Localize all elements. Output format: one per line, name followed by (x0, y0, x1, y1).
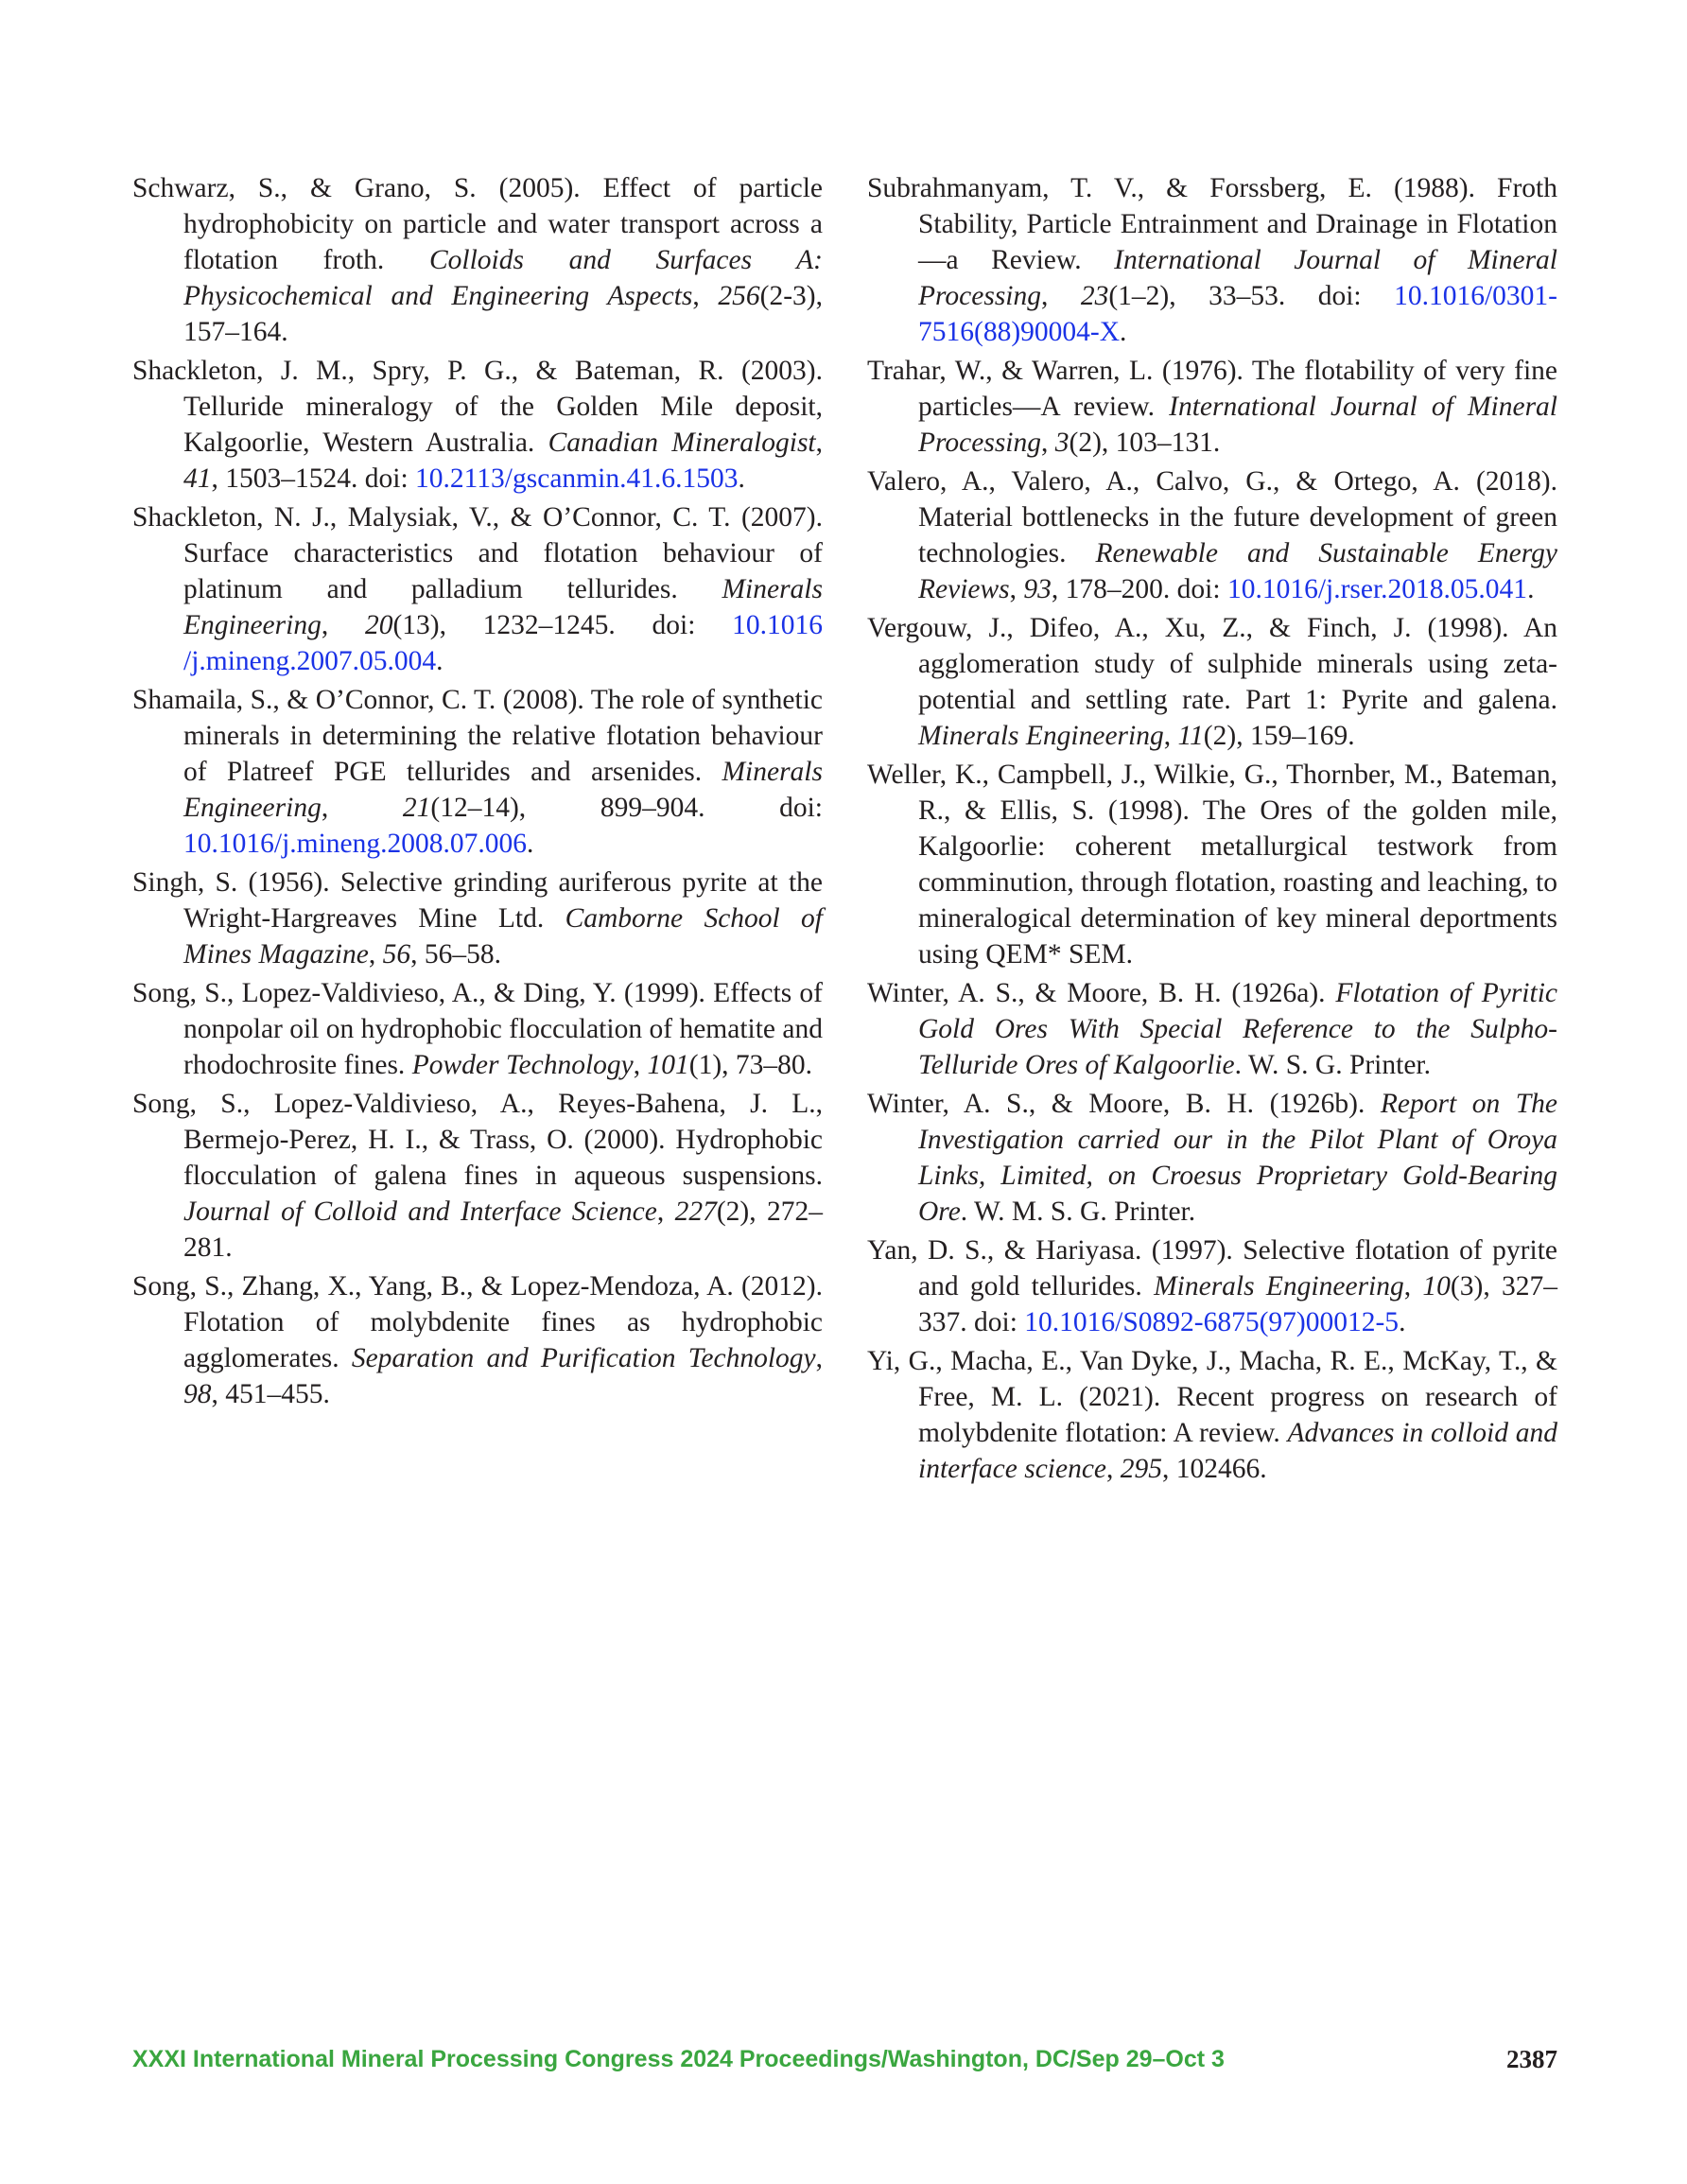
reference-text: . (738, 463, 745, 494)
reference-text: (1–2), 33–53. doi: (1108, 281, 1395, 311)
reference-italic-text: 256 (718, 281, 760, 311)
references-right-column (867, 170, 1557, 1490)
doi-link[interactable]: 10.1016/j.rser.2018.05.041 (1226, 574, 1528, 604)
reference-italic-text: 227 (674, 1197, 717, 1227)
page-footer (132, 2042, 1557, 2076)
reference-text: (2), 103–131. (1069, 428, 1221, 458)
reference-entry (867, 610, 1557, 754)
reference-italic-text: 101 (647, 1050, 689, 1080)
reference-text: Song, S., Zhang, X., Yang, B., & Lopez-Mendoza, A. (2012). Flotation of molybdenite fines as hydrophobic agglomerates. (132, 1271, 823, 1373)
reference-entry (132, 865, 823, 972)
doi-link[interactable]: 10.1016 /j.mineng.2007.05.004 (183, 610, 823, 676)
reference-text: . W. S. G. Printer. (1234, 1050, 1431, 1080)
reference-italic-text: 23 (1080, 281, 1109, 311)
reference-entry (867, 757, 1557, 972)
reference-entry (132, 499, 823, 679)
reference-italic-text: Minerals Engineering (1154, 1271, 1404, 1302)
reference-italic-text: 295 (1120, 1454, 1163, 1484)
reference-text: Yan, D. S., & Hariyasa. (1997). Selective flotation of pyrite and gold tellurides. (867, 1235, 1557, 1302)
reference-italic-text: Canadian Mineralogist (548, 428, 816, 458)
reference-italic-text: Journal of Colloid and Interface Science (183, 1197, 657, 1227)
reference-italic-text: Renewable and Sustainable Energy Reviews (918, 538, 1557, 604)
reference-text: Shackleton, J. M., Spry, P. G., & Bateman, R. (2003). Telluride mineralogy of the Golden Mile deposit, Kalgoorlie, Western Australia. (132, 356, 823, 458)
reference-italic-text: Report on The Investigation carried our in the Pilot Plant of Oroya Links, Limited, on Croesus Proprietary Gold-Bearing Ore (918, 1089, 1557, 1227)
reference-entry (867, 1343, 1557, 1487)
doi-link[interactable]: 10.1016/0301-7516(88)90004-X (918, 281, 1557, 347)
reference-text: , 1503–1524. doi: (211, 463, 416, 494)
reference-text: , (815, 428, 823, 458)
reference-entry (867, 1232, 1557, 1340)
reference-italic-text: 20 (364, 610, 393, 640)
reference-text: (2), 272–281. (183, 1197, 823, 1263)
reference-text: , (321, 793, 403, 823)
reference-entry (867, 975, 1557, 1083)
reference-text: (13), 1232–1245. doi: (392, 610, 733, 640)
reference-text: , (656, 1197, 675, 1227)
reference-entry (867, 170, 1557, 350)
reference-italic-text: 11 (1177, 721, 1204, 751)
reference-italic-text: Powder Technology (411, 1050, 634, 1080)
reference-italic-text: 93 (1023, 574, 1052, 604)
reference-text: , 178–200. doi: (1051, 574, 1227, 604)
reference-text: , (1009, 574, 1024, 604)
footer-conference-title: XXXI International Mineral Processing Congress 2024 Proceedings/Washington, DC/Sep 29–Oct 3 (132, 2046, 1225, 2072)
reference-italic-text: 10 (1422, 1271, 1451, 1302)
reference-text: , 56–58. (410, 939, 501, 970)
reference-text: Singh, S. (1956). Selective grinding auriferous pyrite at the Wright-Hargreaves Mine Ltd. (132, 867, 823, 934)
reference-text: (1), 73–80. (688, 1050, 813, 1080)
reference-entry (132, 1268, 823, 1412)
reference-entry (132, 682, 823, 862)
reference-text: , (815, 1343, 823, 1373)
reference-text: , (1403, 1271, 1423, 1302)
references-left-column (132, 170, 823, 1415)
reference-text: , (321, 610, 365, 640)
doi-link[interactable]: 10.1016/S0892-6875(97)00012-5 (1024, 1307, 1400, 1337)
reference-text: , 102466. (1162, 1454, 1267, 1484)
reference-text: . W. M. S. G. Printer. (960, 1197, 1196, 1227)
reference-italic-text: International Journal of Mineral Processing (918, 245, 1557, 311)
reference-text: (2-3), 157–164. (183, 281, 823, 347)
reference-text: Weller, K., Campbell, J., Wilkie, G., Thornber, M., Bateman, R., & Ellis, S. (1998). The Ores of the golden mile, Kalgoorlie: coherent metallurgical testwork from comminution, through flotation, roasting and leaching, to mineralogical determination of key mineral deportments using QEM* SEM. (867, 760, 1557, 970)
doi-link[interactable]: 10.1016/j.mineng.2008.07.006 (183, 829, 528, 859)
reference-text: , (368, 939, 383, 970)
reference-italic-text: 3 (1054, 428, 1070, 458)
reference-entry (132, 1086, 823, 1266)
reference-text: Valero, A., Valero, A., Calvo, G., & Ortego, A. (2018). Material bottlenecks in the future development of green technologies. (867, 466, 1557, 568)
reference-italic-text: Separation and Purification Technology (351, 1343, 816, 1373)
reference-text: , (1163, 721, 1178, 751)
reference-italic-text: Colloids and Surfaces A: Physicochemical and Engineering Aspects (183, 245, 824, 311)
reference-text: , (633, 1050, 648, 1080)
reference-text: Yi, G., Macha, E., Van Dyke, J., Macha, R. E., McKay, T., & Free, M. L. (2021). Recent progress on research of molybdenite flotation: A review. (867, 1346, 1557, 1448)
page-number: 2387 (1506, 2045, 1557, 2073)
reference-text: , (1106, 1454, 1121, 1484)
reference-text: , (1041, 428, 1055, 458)
reference-italic-text: International Journal of Mineral Processing (918, 392, 1558, 458)
reference-entry (132, 170, 823, 350)
reference-text: Song, S., Lopez-Valdivieso, A., Reyes-Bahena, J. L., Bermejo-Perez, H. I., & Trass, O. (2000). Hydrophobic flocculation of galena fines in aqueous suspensions. (132, 1089, 823, 1191)
reference-text: Shamaila, S., & O’Connor, C. T. (2008). The role of synthetic minerals in determining the relative flotation behaviour of Platreef PGE tellurides and arsenides. (132, 685, 823, 787)
reference-text: (12–14), 899–904. doi: (430, 793, 824, 823)
reference-text: , 451–455. (211, 1379, 330, 1409)
reference-text: Winter, A. S., & Moore, B. H. (1926b). (867, 1089, 1381, 1119)
reference-text: Subrahmanyam, T. V., & Forssberg, E. (1988). Froth Stability, Particle Entrainment and Drainage in Flotation—a Review. (867, 173, 1557, 275)
reference-entry (132, 975, 823, 1083)
reference-text: (3), 327–337. doi: (918, 1271, 1557, 1337)
reference-text: Trahar, W., & Warren, L. (1976). The flotability of very fine particles—A review. (867, 356, 1557, 422)
reference-italic-text: 98 (183, 1379, 212, 1409)
reference-text: , (1041, 281, 1081, 311)
reference-entry (867, 1086, 1557, 1230)
reference-entry (867, 463, 1557, 607)
reference-text: . (1120, 317, 1127, 347)
reference-italic-text: Camborne School of Mines Magazine (183, 903, 823, 970)
reference-text: Winter, A. S., & Moore, B. H. (1926a). (867, 978, 1336, 1008)
reference-italic-text: 41 (183, 463, 212, 494)
reference-text: . (527, 829, 534, 859)
reference-italic-text: 56 (382, 939, 411, 970)
reference-italic-text: Minerals Engineering (183, 757, 823, 823)
reference-italic-text: Minerals Engineering (918, 721, 1164, 751)
reference-entry (867, 353, 1557, 461)
reference-text: (2), 159–169. (1203, 721, 1355, 751)
reference-italic-text: Minerals Engineering (183, 574, 823, 640)
reference-text: . (1399, 1307, 1406, 1337)
reference-text: Shackleton, N. J., Malysiak, V., & O’Connor, C. T. (2007). Surface characteristics and flotation behaviour of platinum and palladium tellurides. (132, 502, 823, 604)
doi-link[interactable]: 10.2113/gscanmin.41.6.1503 (415, 463, 739, 494)
reference-text: Vergouw, J., Difeo, A., Xu, Z., & Finch, J. (1998). An agglomeration study of sulphide minerals using zeta-potential and settling rate. Part 1: Pyrite and galena. (867, 613, 1557, 715)
reference-text: Schwarz, S., & Grano, S. (2005). Effect of particle hydrophobicity on particle and water transport across a flotation froth. (132, 173, 823, 275)
reference-text: Song, S., Lopez-Valdivieso, A., & Ding, Y. (1999). Effects of nonpolar oil on hydrophobic flocculation of hematite and rhodochrosite fines. (132, 978, 823, 1080)
reference-italic-text: 21 (402, 793, 431, 823)
reference-italic-text: Advances in colloid and interface science (918, 1418, 1557, 1484)
reference-entry (132, 353, 823, 497)
reference-text: . (1527, 574, 1535, 604)
reference-italic-text: Flotation of Pyritic Gold Ores With Special Reference to the Sulpho-Telluride Ores of Kalgoorlie (918, 978, 1557, 1080)
reference-text: , (692, 281, 719, 311)
reference-text: . (436, 646, 443, 676)
